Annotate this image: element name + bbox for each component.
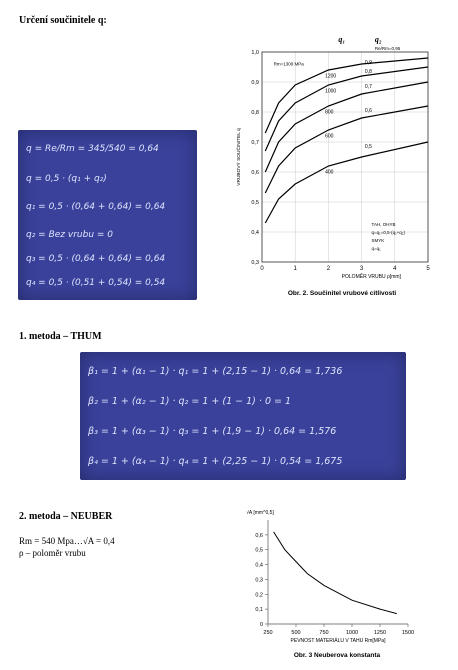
x-tick-label: 2: [326, 266, 331, 272]
q-section-title: Určení součinitele q:: [19, 15, 107, 26]
y-tick-label: 1,0: [251, 50, 259, 56]
series-line-600: [265, 106, 428, 193]
chart1-caption: Obr. 2. Součinitel vrubové citlivosti: [287, 290, 397, 297]
x-tick-label: 0: [260, 266, 264, 272]
legend-text: q=q₁=0,5·(q₁+q₂): [371, 230, 405, 235]
series-label: 800: [325, 109, 334, 116]
ratio-label: 0,7: [364, 84, 372, 90]
photo-line: q₂ = Bez vrubu = 0: [26, 230, 114, 240]
ratio-label: 0,5: [364, 144, 372, 150]
x-axis-label: PEVNOST MATERIÁLU V TAHU Rm[MPa]: [290, 638, 386, 644]
x-tick-label: 250: [263, 630, 273, 636]
rm-label: Rm=1300 MPa: [273, 61, 304, 67]
photo-line: q₄ = 0,5 · (0,51 + 0,54) = 0,54: [26, 278, 166, 288]
photo-line: q₃ = 0,5 · (0,64 + 0,64) = 0,64: [26, 254, 166, 264]
q1-label: q₁: [338, 35, 346, 44]
q2-label: q₂: [374, 35, 382, 44]
y-axis-label: VRUBOVÝ SOUČINITEL q: [237, 128, 242, 186]
y-tick-label: 0,5: [255, 547, 263, 554]
series-label: 400: [325, 169, 334, 176]
notch-sensitivity-chart: [230, 30, 442, 280]
ratio-label: 0,8: [364, 69, 372, 75]
x-tick-label: 3: [359, 266, 364, 272]
series-line-800: [265, 82, 428, 172]
y-tick-label: 0,3: [255, 577, 263, 584]
y-tick-label: 0,7: [251, 140, 259, 146]
y-tick-label: 0,3: [251, 260, 259, 266]
y-tick-label: 0,9: [251, 80, 259, 86]
series-label: 600: [325, 133, 334, 140]
photo-line: q = Re/Rm = 345/540 = 0,64: [26, 144, 159, 154]
method1-title: 1. metoda – THUM: [19, 331, 102, 342]
neuber-curve: [274, 532, 397, 614]
photo-line: q = 0,5 · (q₁ + q₂): [26, 174, 107, 184]
photo-line: β₄ = 1 + (α₄ − 1) · q₄ = 1 + (2,25 − 1) · 0,54 = 1,675: [88, 456, 343, 467]
chart2-caption: Obr. 3 Neuberova konstanta: [293, 652, 381, 659]
legend-text: q=q₁: [371, 246, 381, 251]
x-axis-label: POLOMĚR VRUBU ρ[mm]: [341, 274, 401, 280]
method2-title: 2. metoda – NEUBER: [19, 511, 113, 522]
x-tick-label: 1: [293, 266, 297, 272]
x-tick-label: 750: [319, 630, 329, 636]
ratio-label: 0,9: [364, 60, 372, 66]
y-tick-label: 0,6: [251, 170, 259, 176]
series-label: 1200: [325, 73, 337, 80]
y-tick-label: 0,5: [251, 200, 259, 206]
series-label: 1000: [325, 88, 337, 95]
photo-line: β₁ = 1 + (α₁ − 1) · q₁ = 1 + (2,15 − 1) · 0,64 = 1,736: [88, 366, 343, 377]
x-tick-label: 1250: [373, 630, 387, 636]
series-line-1200: [265, 58, 428, 133]
handwritten-photo-thum: [80, 352, 406, 480]
y-axis-label: √A [mm^0,5]: [246, 510, 274, 516]
legend-text: SMYK: [371, 238, 385, 243]
x-tick-label: 1000: [345, 630, 359, 636]
ratio-header: Re/Rm=0,95: [374, 46, 401, 51]
legend-text: TAH, OHYB: [371, 222, 396, 227]
x-tick-label: 500: [291, 630, 301, 636]
y-tick-label: 0,4: [251, 230, 259, 236]
rm-line: Rm = 540 Mpa…√A = 0,4: [19, 536, 115, 546]
rho-line: ρ – poloměr vrubu: [19, 548, 86, 558]
y-tick-label: 0,1: [255, 607, 263, 614]
y-tick-label: 0,6: [255, 532, 263, 539]
photo-line: β₂ = 1 + (α₂ − 1) · q₂ = 1 + (1 − 1) · 0 = 1: [88, 396, 292, 407]
y-tick-label: 0,8: [251, 110, 259, 116]
y-tick-label: 0,4: [255, 562, 263, 569]
series-line-1000: [265, 67, 428, 151]
photo-line: q₁ = 0,5 · (0,64 + 0,64) = 0,64: [26, 202, 166, 212]
x-tick-label: 4: [393, 266, 397, 272]
neuber-constant-chart: [240, 508, 420, 646]
handwritten-photo-q: [18, 130, 197, 300]
y-tick-label: 0: [259, 622, 263, 628]
x-tick-label: 1500: [401, 630, 415, 636]
ratio-label: 0,6: [364, 108, 372, 114]
y-tick-label: 0,2: [255, 592, 263, 599]
photo-line: β₃ = 1 + (α₃ − 1) · q₃ = 1 + (1,9 − 1) · 0,64 = 1,576: [88, 426, 337, 437]
x-tick-label: 5: [426, 266, 430, 272]
